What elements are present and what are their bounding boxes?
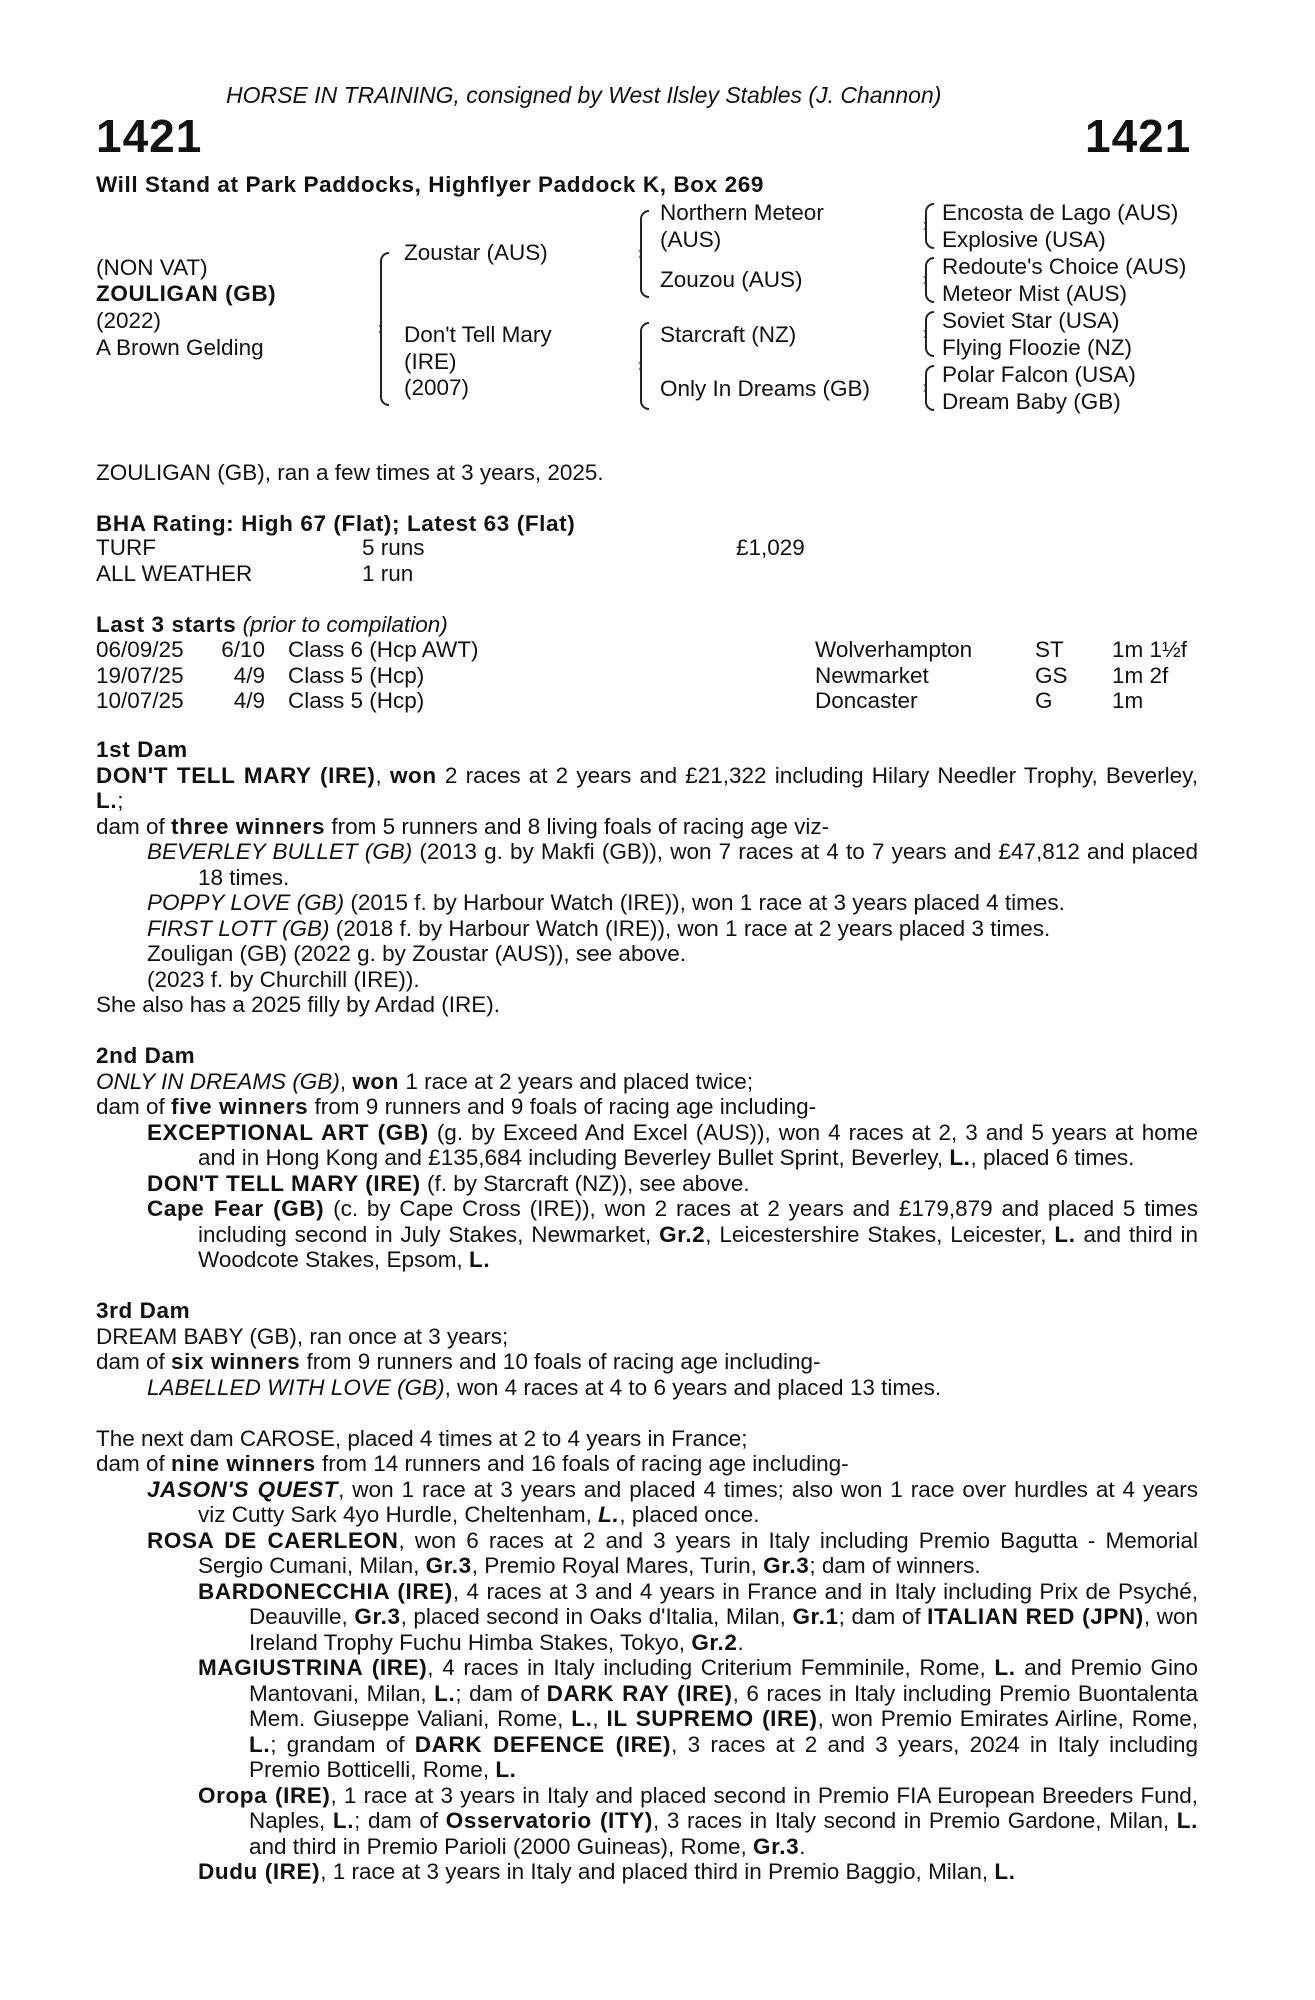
pedigree-paragraph (96, 1859, 1198, 1885)
dam-sire: Starcraft (NZ) (660, 322, 797, 347)
emphasis-text: Cape Fear (GB) (147, 1196, 325, 1221)
pedigree-paragraph (96, 1196, 1198, 1273)
text-run: , 3 races at 2 and 3 years, 2024 in Italy including Premio Botticelli, Rome, (249, 1731, 1198, 1782)
emphasis-text: Dudu (IRE) (198, 1859, 321, 1884)
gen3-4: Meteor Mist (AUS) (942, 281, 1128, 306)
emphasis-text: won (389, 762, 437, 788)
horse-name: ZOULIGAN (GB) (96, 281, 277, 306)
pedigree-section (96, 737, 1198, 1018)
emphasis-text: ITALIAN RED (JPN) (927, 1604, 1144, 1629)
start-distance: 1m 2f (1112, 662, 1169, 688)
pedigree-paragraph (96, 1171, 1198, 1197)
dam-line-2: (IRE) (404, 349, 457, 374)
emphasis-text: BEVERLEY BULLET (GB) (147, 839, 413, 864)
pedigree-paragraph (96, 1426, 1198, 1452)
pedigree-paragraph (96, 1477, 1198, 1528)
last-starts-heading (96, 612, 448, 638)
dam-line-1: Don't Tell Mary (404, 322, 552, 347)
pedigree-section (96, 1043, 1198, 1273)
emphasis-text: ROSA DE CAERLEON (147, 1527, 399, 1553)
emphasis-text: Oropa (IRE) (198, 1782, 331, 1808)
text-run: and third in Woodcote Stakes, Epsom, (198, 1221, 1198, 1272)
emphasis-text: L. (1176, 1808, 1198, 1833)
emphasis-text: DARK RAY (IRE) (546, 1680, 733, 1706)
emphasis-text: L. (96, 788, 118, 813)
emphasis-text: FIRST LOTT (GB) (147, 915, 330, 941)
brace-g3-2 (925, 257, 934, 303)
last-starts-title: Last 3 starts (96, 612, 237, 637)
text-run: , Premio Royal Mares, Turin, (471, 1553, 764, 1578)
start-date: 10/07/25 (96, 688, 184, 713)
text-run: (2023 f. by Churchill (IRE)). (147, 966, 420, 992)
text-run: ; dam of (838, 1604, 928, 1629)
emphasis-text: five winners (171, 1094, 309, 1119)
text-run: dam of (96, 1094, 172, 1119)
start-race: Class 6 (Hcp AWT) (288, 637, 479, 662)
gen3-6: Flying Floozie (NZ) (942, 335, 1133, 360)
text-run: , 6 races in Italy including Premio Buontalenta Mem. Giuseppe Valiani, Rome, (249, 1680, 1198, 1731)
text-run: DREAM BABY (GB), ran once at 3 years; (96, 1323, 509, 1349)
section-heading: 3rd Dam (96, 1298, 191, 1323)
start-going: G (1035, 688, 1053, 713)
dam-history (96, 737, 1198, 1910)
text-run: , won 6 races at 2 and 3 years in Italy including Premio Bagutta - Memorial Sergio Cumani, Milan, (198, 1527, 1198, 1578)
aw-label: ALL WEATHER (96, 561, 253, 586)
text-run: (g. by Exceed And Excel (AUS)), won 4 races at 2, 3 and 5 years at home and in Hong Kong and £135,684 including Beverley Bullet Sprint, Beverley, (198, 1119, 1198, 1170)
pedigree-paragraph (96, 1579, 1198, 1656)
race-summary: ZOULIGAN (GB), ran a few times at 3 years, 2025. (96, 460, 604, 485)
emphasis-text: Gr.2 (659, 1221, 706, 1247)
text-run: . (799, 1833, 806, 1859)
start-distance: 1m 1½f (1112, 637, 1188, 662)
text-run: ; dam of (455, 1680, 547, 1706)
dam-dam: Only In Dreams (GB) (660, 376, 871, 401)
text-run: (2015 f. by Harbour Watch (IRE)), won 1 race at 3 years placed 4 times. (344, 890, 1065, 915)
sire-sire-2: (AUS) (660, 227, 722, 252)
text-run: ; dam of winners. (809, 1553, 981, 1578)
text-run: The next dam CAROSE, placed 4 times at 2 to 4 years in France; (96, 1425, 748, 1451)
pedigree-paragraph (96, 1069, 1198, 1095)
emphasis-text: ONLY IN DREAMS (GB) (96, 1068, 340, 1094)
brace-g3-4 (925, 365, 934, 411)
pedigree-paragraph (96, 916, 1198, 942)
start-distance: 1m (1112, 688, 1144, 713)
pedigree-paragraph (96, 1324, 1198, 1350)
brace-gen1 (380, 252, 389, 406)
text-run: from 9 runners and 9 foals of racing age including- (308, 1094, 817, 1119)
text-run: , 1 race at 3 years in Italy and placed third in Premio Baggio, Milan, (320, 1859, 995, 1884)
emphasis-text: EXCEPTIONAL ART (GB) (147, 1119, 429, 1145)
sire: Zoustar (AUS) (404, 240, 548, 265)
pedigree-paragraph (96, 1094, 1198, 1120)
text-run: 2 races at 2 years and £21,322 including Hilary Needler Trophy, Beverley, (436, 762, 1198, 788)
pedigree-paragraph (96, 1528, 1198, 1579)
text-run: ; grandam of (270, 1731, 415, 1757)
pedigree-paragraph (96, 992, 1198, 1018)
text-run: , won 1 race at 3 years and placed 4 times; also won 1 race over hurdles at 4 years viz Cutty Sark 4yo Hurdle, Cheltenham, (198, 1476, 1198, 1527)
emphasis-text: Gr.1 (792, 1604, 839, 1629)
start-pos: 4/9 (233, 662, 265, 688)
gen3-2: Explosive (USA) (942, 227, 1106, 252)
start-venue: Doncaster (815, 688, 918, 713)
emphasis-text: POPPY LOVE (GB) (147, 890, 345, 915)
emphasis-text: L. (332, 1808, 355, 1833)
brace-g3-3 (925, 311, 934, 357)
brace-sire (640, 210, 649, 298)
emphasis-text: L. (994, 1859, 1016, 1884)
start-date: 06/09/25 (96, 637, 184, 662)
pedigree-paragraph (96, 1349, 1198, 1375)
emphasis-text: DON'T TELL MARY (IRE) (147, 1170, 421, 1196)
text-run: , (339, 1068, 353, 1094)
consignment-line: HORSE IN TRAINING, consigned by West Ilsley Stables (J. Channon) (226, 82, 942, 108)
gen3-8: Dream Baby (GB) (942, 389, 1121, 414)
emphasis-text: three winners (171, 813, 326, 839)
text-run: and Premio Gino Mantovani, Milan, (249, 1655, 1198, 1706)
horse-description: A Brown Gelding (96, 335, 264, 360)
pedigree-section (96, 1298, 1198, 1400)
start-pos: 4/9 (233, 688, 265, 713)
horse-year: (2022) (96, 308, 162, 333)
turf-earnings: £1,029 (736, 535, 805, 560)
pedigree-section (96, 1426, 1198, 1885)
aw-runs: 1 run (362, 561, 414, 586)
emphasis-text: MAGIUSTRINA (IRE) (198, 1655, 428, 1680)
emphasis-text: nine winners (171, 1451, 316, 1476)
emphasis-text: L. (434, 1680, 456, 1706)
stand-location: Will Stand at Park Paddocks, Highflyer Paddock K, Box 269 (96, 172, 764, 197)
gen3-3: Redoute's Choice (AUS) (942, 254, 1187, 279)
start-venue: Wolverhampton (815, 637, 973, 662)
brace-dam (640, 322, 649, 410)
text-run: (c. by Cape Cross (IRE)), won 2 races at 2 years and £179,879 and placed 5 times including second in July Stakes, Newmarket, (198, 1196, 1198, 1247)
start-race: Class 5 (Hcp) (288, 662, 425, 688)
text-run: , Leicestershire Stakes, Leicester, (705, 1221, 1055, 1247)
text-run: dam of (96, 1451, 172, 1476)
pedigree-paragraph (96, 814, 1198, 840)
emphasis-text: L. (495, 1757, 517, 1782)
lot-number-right: 1421 (1085, 110, 1192, 162)
emphasis-text: Gr.3 (354, 1604, 401, 1629)
lot-number-left: 1421 (96, 110, 203, 162)
gen3-5: Soviet Star (USA) (942, 308, 1120, 333)
pedigree-paragraph (96, 1375, 1198, 1401)
pedigree-paragraph (96, 1655, 1198, 1783)
emphasis-text: won (352, 1068, 400, 1094)
pedigree-paragraph (96, 839, 1198, 890)
text-run: , (375, 762, 390, 788)
text-run: , 1 race at 3 years in Italy and placed second in Premio FIA European Breeders Fund, Naples, (249, 1782, 1198, 1833)
emphasis-text: BARDONECCHIA (IRE) (198, 1578, 453, 1604)
text-run: from 5 runners and 8 living foals of racing age viz- (325, 813, 830, 839)
pedigree-paragraph (96, 890, 1198, 916)
text-run: , placed 6 times. (970, 1145, 1135, 1170)
emphasis-text: Osservatorio (ITY) (445, 1808, 653, 1833)
emphasis-text: Gr.2 (691, 1629, 738, 1655)
emphasis-text: L. (994, 1655, 1016, 1680)
text-run: 1 race at 2 years and placed twice; (399, 1068, 754, 1094)
emphasis-text: LABELLED WITH LOVE (GB) (147, 1374, 445, 1400)
text-run: dam of (96, 1349, 172, 1374)
emphasis-text: L. (571, 1706, 593, 1731)
emphasis-text: six winners (171, 1349, 301, 1374)
sire-sire-1: Northern Meteor (660, 200, 824, 225)
start-race: Class 5 (Hcp) (288, 688, 425, 713)
text-run: (f. by Starcraft (NZ)), see above. (420, 1170, 750, 1196)
section-heading: 2nd Dam (96, 1043, 196, 1068)
turf-label: TURF (96, 535, 156, 560)
text-run: Zouligan (GB) (2022 g. by Zoustar (AUS)), see above. (147, 941, 686, 966)
emphasis-text: L. (949, 1145, 971, 1170)
pedigree-paragraph (96, 941, 1198, 967)
text-run: , placed once. (619, 1502, 760, 1527)
text-run: She also has a 2025 filly by Ardad (IRE). (96, 992, 500, 1017)
start-going: GS (1035, 662, 1068, 688)
text-run: dam of (96, 813, 172, 839)
brace-g3-1 (925, 203, 934, 249)
text-run: , won 4 races at 4 to 6 years and placed 13 times. (444, 1374, 942, 1400)
emphasis-text: L. (1054, 1221, 1076, 1247)
text-run: from 9 runners and 10 foals of racing age including- (300, 1349, 821, 1374)
emphasis-text: Gr.3 (763, 1553, 810, 1578)
text-run: , (592, 1706, 607, 1731)
text-run: (2013 g. by Makfi (GB)), won 7 races at 4 to 7 years and £47,812 and placed 18 times. (198, 839, 1198, 890)
emphasis-text: Gr.3 (425, 1553, 472, 1578)
emphasis-text: DARK DEFENCE (IRE) (414, 1731, 672, 1757)
pedigree-paragraph (96, 1783, 1198, 1860)
start-going: ST (1035, 637, 1064, 662)
section-heading: 1st Dam (96, 737, 188, 762)
text-run: , won Premio Emirates Airline, Rome, (817, 1706, 1199, 1731)
pedigree-paragraph (96, 1120, 1198, 1171)
text-run: . (737, 1629, 744, 1655)
text-run: , placed second in Oaks d'Italia, Milan, (400, 1604, 793, 1629)
pedigree-paragraph (96, 967, 1198, 993)
start-pos: 6/10 (221, 637, 265, 662)
gen3-1: Encosta de Lago (AUS) (942, 200, 1179, 225)
text-run: , 4 races in Italy including Criterium Femminile, Rome, (427, 1655, 995, 1680)
dam-line-3: (2007) (404, 375, 470, 400)
pedigree-paragraph (96, 763, 1198, 814)
text-run: from 14 runners and 16 foals of racing age including- (315, 1451, 849, 1476)
pedigree-paragraph (96, 1451, 1198, 1477)
emphasis-text: Gr.3 (753, 1833, 800, 1859)
text-run: , 3 races in Italy second in Premio Gardone, Milan, (652, 1808, 1177, 1833)
sire-dam: Zouzou (AUS) (660, 267, 803, 292)
text-run: and third in Premio Parioli (2000 Guineas), Rome, (249, 1833, 753, 1859)
emphasis-text: IL SUPREMO (IRE) (606, 1706, 818, 1731)
emphasis-text: DON'T TELL MARY (IRE) (96, 762, 376, 788)
text-run: , won Ireland Trophy Fuchu Himba Stakes, Tokyo, (249, 1604, 1198, 1655)
turf-runs: 5 runs (362, 535, 425, 560)
emphasis-text: JASON'S QUEST (147, 1476, 339, 1502)
text-run: ; (117, 788, 124, 813)
text-run: (2018 f. by Harbour Watch (IRE)), won 1 race at 2 years placed 3 times. (329, 915, 1051, 941)
text-run: ; dam of (354, 1808, 446, 1833)
start-venue: Newmarket (815, 662, 929, 688)
emphasis-text: L. (249, 1731, 271, 1757)
last-starts-note: (prior to compilation) (242, 612, 448, 637)
emphasis-text: L. (598, 1502, 620, 1527)
text-run: , 4 races at 3 and 4 years in France and in Italy including Prix de Psyché, Deauville, (249, 1578, 1198, 1629)
vat-status: (NON VAT) (96, 255, 208, 280)
bha-rating: BHA Rating: High 67 (Flat); Latest 63 (Flat) (96, 511, 576, 536)
start-date: 19/07/25 (96, 662, 184, 688)
emphasis-text: L. (468, 1247, 491, 1272)
gen3-7: Polar Falcon (USA) (942, 362, 1136, 387)
